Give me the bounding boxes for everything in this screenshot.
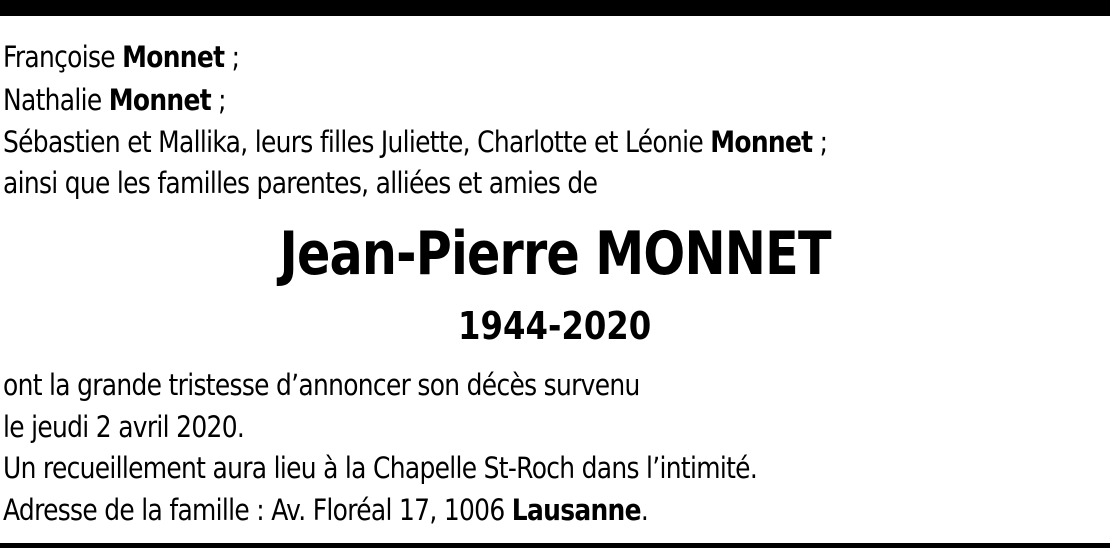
mourner-separator: ;	[210, 83, 226, 117]
life-dates-text: 1944-2020	[458, 304, 652, 348]
address-text: Adresse de la famille : Av. Floréal 17, 1006	[3, 493, 512, 527]
announcement-line-1: ont la grande tristesse d’annoncer son décès survenu	[3, 368, 640, 402]
mourner-line	[3, 40, 239, 74]
mourner-separator: ;	[224, 40, 240, 74]
mourner-separator: ;	[812, 125, 828, 159]
mourner-family-name: Monnet	[122, 40, 225, 74]
mourner-family-name: Monnet	[710, 125, 813, 159]
mourner-family-name: Monnet	[108, 83, 211, 117]
deceased-name-text: Jean-Pierre MONNET	[279, 219, 831, 289]
families-line: ainsi que les familles parentes, alliées et amies de	[3, 166, 598, 200]
bottom-rule	[0, 543, 1110, 548]
address-city: Lausanne	[511, 493, 641, 527]
announcement-line-3: Un recueillement aura lieu à la Chapelle St-Roch dans l’intimité.	[3, 451, 758, 485]
family-address-line	[3, 493, 648, 527]
mourner-given-names: Françoise	[3, 40, 123, 74]
mourner-line	[3, 125, 827, 159]
address-period: .	[640, 493, 649, 527]
top-rule	[0, 0, 1110, 16]
life-dates	[0, 303, 1110, 349]
mourner-line	[3, 83, 226, 117]
mourner-given-names: Sébastien et Mallika, leurs filles Juliette, Charlotte et Léonie	[3, 125, 711, 159]
mourner-given-names: Nathalie	[3, 83, 109, 117]
deceased-name	[0, 218, 1110, 290]
announcement-line-2: le jeudi 2 avril 2020.	[3, 410, 245, 444]
